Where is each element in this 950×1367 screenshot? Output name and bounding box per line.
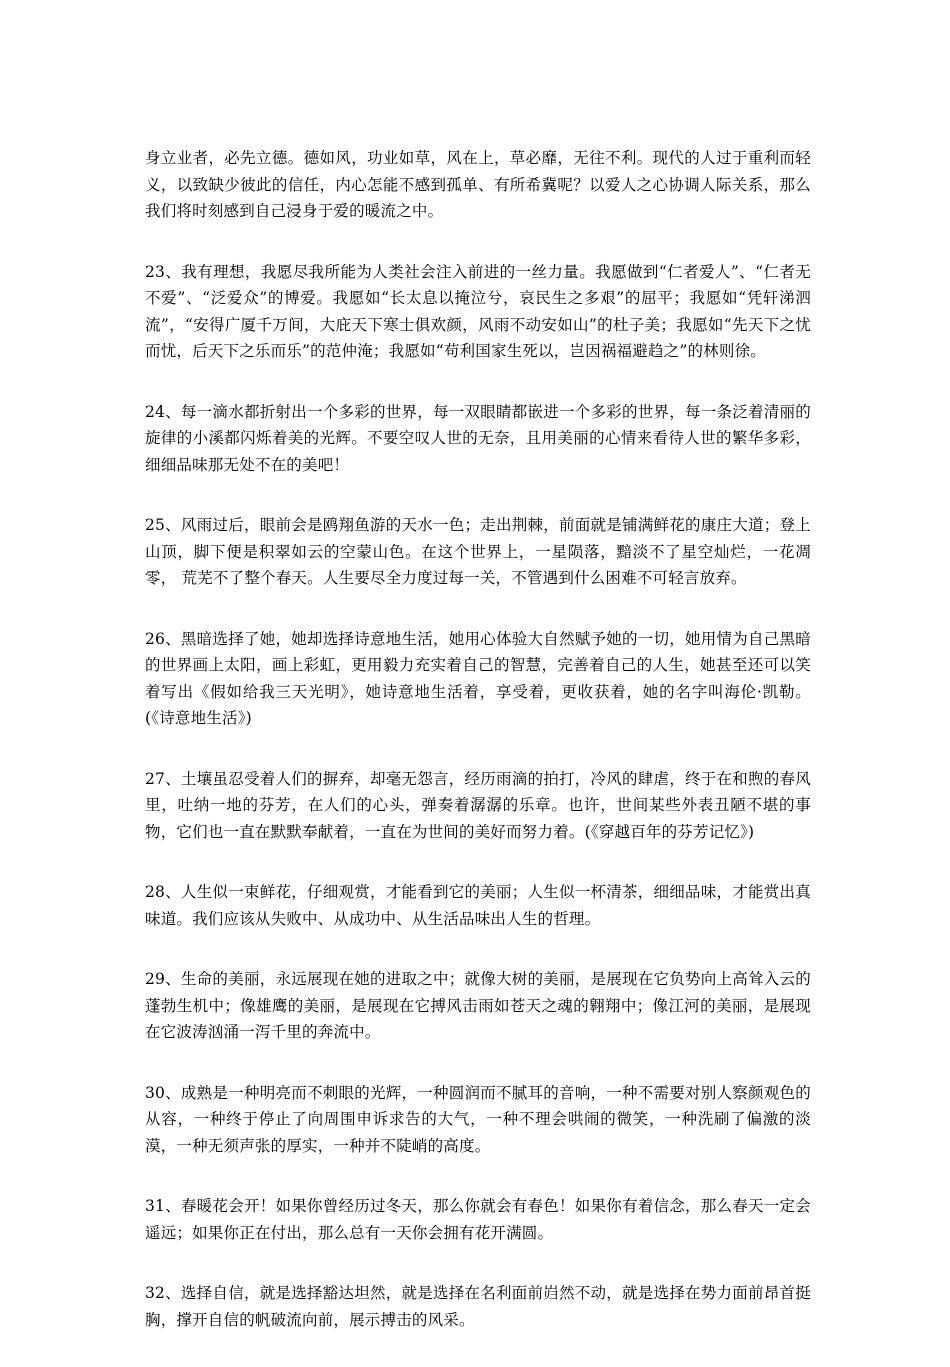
paragraph-26: 26、黑暗选择了她，她却选择诗意地生活，她用心体验大自然赋予她的一切，她用情为自己黑暗的世界画上太阳，画上彩虹，更用毅力充实着自己的智慧，完善着自己的人生，她甚至还可以笑着写出《假如给我三天光明》，她诗意地生活着，享受着，更收获着，她的名字叫海伦·凯勒。(《诗意地生活》): [145, 629, 811, 727]
paragraph-23: 23、我有理想，我愿尽我所能为人类社会注入前进的一丝力量。我愿做到“仁者爱人”、“仁者无不爱”、“泛爱众”的博爱。我愿如“长太息以掩泣兮，哀民生之多艰”的屈平；我愿如“凭轩涕泗流”，“安得广厦千万间，大庇天下寒士俱欢颜，风雨不动安如山”的杜子美；我愿如“先天下之忧而忧，后天下之乐而乐”的范仲淹；我愿如“苟利国家生死以，岂因祸福避趋之”的林则徐。: [145, 262, 811, 360]
document-page: [145, 145, 811, 1367]
paragraph-28: 28、人生似一束鲜花，仔细观赏，才能看到它的美丽；人生似一杯清茶，细细品味，才能赏出真味道。我们应该从失败中、从成功中、从生活品味出人生的哲理。: [145, 883, 811, 928]
paragraph-30: 30、成熟是一种明亮而不刺眼的光辉，一种圆润而不腻耳的音响，一种不需要对别人察颜观色的从容，一种终于停止了向周围申诉求告的大气，一种不理会哄闹的微笑，一种洗刷了偏激的淡漠，一种无须声张的厚实，一种并不陡峭的高度。: [145, 1083, 811, 1155]
paragraph-32: 32、选择自信，就是选择豁达坦然，就是选择在名利面前岿然不动，就是选择在势力面前昂首挺胸，撑开自信的帆破流向前，展示搏击的风采。: [145, 1284, 811, 1329]
paragraph-29: 29、生命的美丽，永远展现在她的进取之中；就像大树的美丽，是展现在它负势向上高耸入云的蓬勃生机中；像雄鹰的美丽，是展现在它搏风击雨如苍天之魂的翱翔中；像江河的美丽，是展现在它波涛汹涌一泻千里的奔流中。: [145, 970, 811, 1041]
paragraph-31: 31、春暖花会开！如果你曾经历过冬天，那么你就会有春色！如果你有着信念，那么春天一定会遥远；如果你正在付出，那么总有一天你会拥有花开满圆。: [145, 1197, 811, 1242]
paragraph-intro: 身立业者，必先立德。德如风，功业如草，风在上，草必靡，无往不利。现代的人过于重利而轻义，以致缺少彼此的信任，内心怎能不感到孤单、有所希冀呢？以爱人之心协调人际关系，那么我们将时刻感到自己浸身于爱的暖流之中。: [145, 149, 811, 220]
paragraph-27: 27、土壤虽忍受着人们的摒弃，却毫无怨言，经历雨滴的拍打，冷风的肆虐，终于在和煦的春风里，吐纳一地的芬芳，在人们的心头，弹奏着潺潺的乐章。也许，世间某些外表丑陋不堪的事物，它们也一直在默默奉献着，一直在为世间的美好而努力着。(《穿越百年的芬芳记忆》): [145, 769, 811, 841]
paragraph-25: 25、风雨过后，眼前会是鸥翔鱼游的天水一色；走出荆棘，前面就是铺满鲜花的康庄大道；登上山顶，脚下便是积翠如云的空蒙山色。在这个世界上，一星陨落，黯淡不了星空灿烂，一花凋零， 荒芜不了整个春天。人生要尽全力度过每一关，不管遇到什么困难不可轻言放弃。: [145, 516, 811, 587]
paragraph-24: 24、每一滴水都折射出一个多彩的世界，每一双眼睛都嵌进一个多彩的世界，每一条泛着清丽的旋律的小溪都闪烁着美的光辉。不要空叹人世的无奈，且用美丽的心情来看待人世的繁华多彩，细细品味那无处不在的美吧！: [145, 402, 811, 474]
